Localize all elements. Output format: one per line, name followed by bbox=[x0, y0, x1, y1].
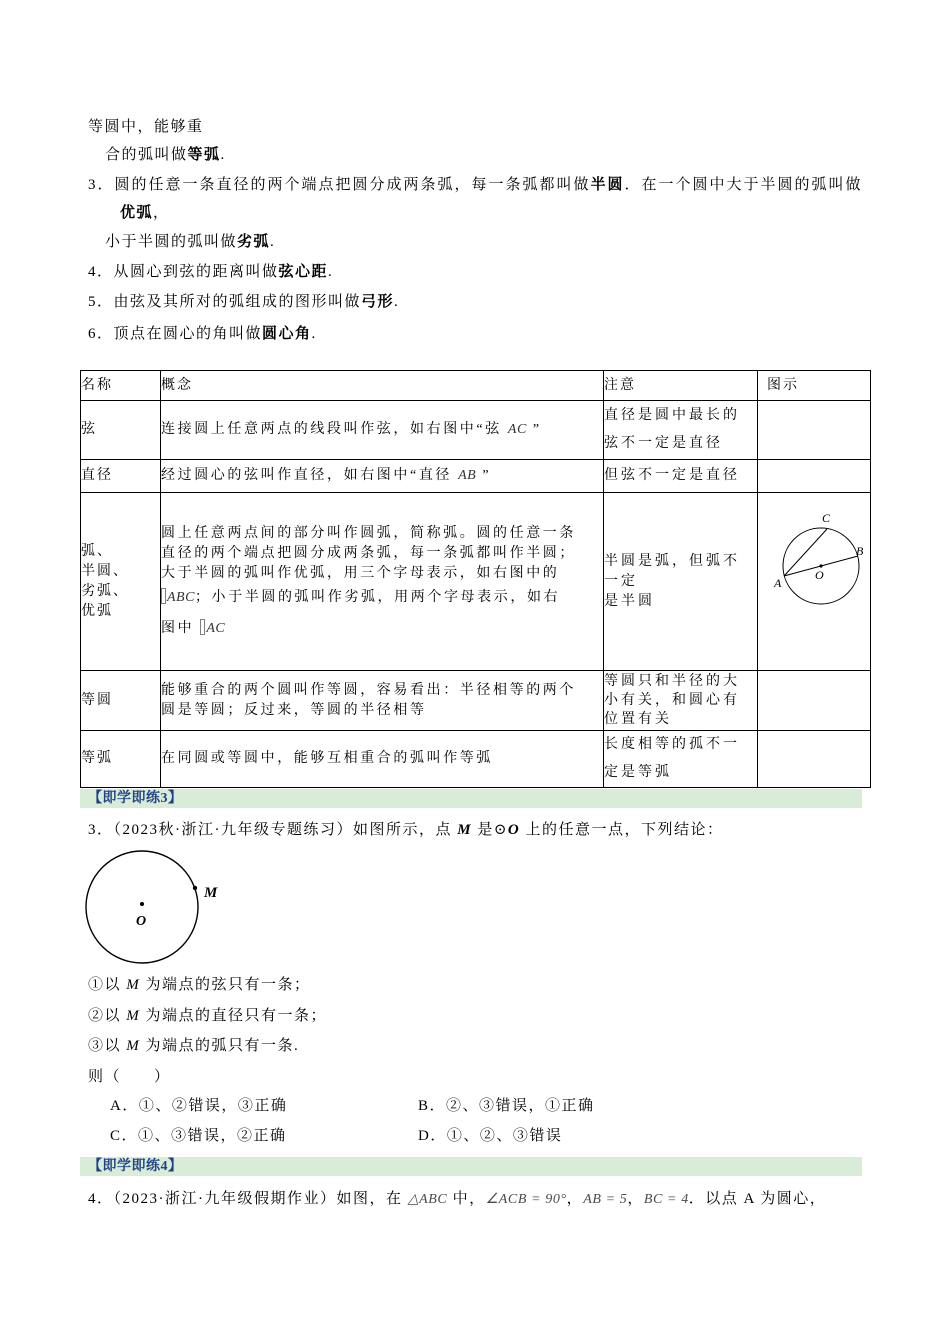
variable-m: M bbox=[126, 1008, 141, 1024]
statement-text: ②以 bbox=[88, 1008, 127, 1024]
math-bc: BC = 4 bbox=[643, 1192, 689, 1207]
header-cell-note bbox=[604, 371, 758, 401]
definition-text: 6．顶点在圆心的角叫做 bbox=[88, 326, 263, 342]
statement-text: 为端点的直径只有一条； bbox=[140, 1008, 328, 1024]
term-name: 弦 bbox=[81, 422, 97, 437]
cell-name bbox=[81, 460, 161, 493]
question-text: ， bbox=[566, 1191, 584, 1207]
question-text: ．以点 A 为圆心， bbox=[688, 1191, 827, 1207]
math-triangle: △ABC bbox=[407, 1192, 448, 1207]
header-label: 概念 bbox=[161, 377, 193, 393]
term-bold: 弦心距 bbox=[278, 264, 329, 280]
point-label-o: O bbox=[815, 567, 824, 582]
table-row-arc bbox=[81, 493, 871, 671]
center-point-dot bbox=[140, 902, 144, 906]
note-line: 是半圆 bbox=[604, 593, 655, 609]
concept-line: 圆是等圆；反过来，等圆的半径相等 bbox=[161, 702, 427, 718]
point-m-dot bbox=[193, 886, 197, 890]
note-line: 但弦不一定是直径 bbox=[604, 468, 740, 483]
question-4-stem bbox=[88, 1189, 826, 1210]
note-line: 弦不一定是直径 bbox=[604, 436, 723, 451]
point-label-c: C bbox=[822, 510, 831, 525]
term-bold: 等弧 bbox=[187, 147, 221, 163]
concept-line: 能够重合的两个圆叫作等圆，容易看出：半径相等的两个 bbox=[161, 682, 576, 698]
option-a: A．①、②错误，③正确 bbox=[110, 1098, 288, 1114]
term-bold: 弓形 bbox=[361, 294, 395, 310]
definition-text: . bbox=[311, 326, 317, 342]
option-b: B．②、③错误，①正确 bbox=[418, 1098, 595, 1114]
cell-note bbox=[604, 401, 758, 460]
cell-concept bbox=[161, 731, 604, 788]
circle-outline bbox=[86, 851, 198, 963]
term-bold: 半圆 bbox=[590, 177, 625, 193]
note-line: 位置有关 bbox=[604, 712, 672, 727]
term-name: 等圆 bbox=[81, 692, 113, 708]
math-angle: ∠ACB = 90° bbox=[485, 1192, 567, 1207]
definition-text: 合的弧叫做 bbox=[105, 147, 188, 163]
definition-item-3-line-2 bbox=[120, 203, 170, 223]
term-name: 弧、 bbox=[81, 543, 113, 559]
term-bold: 劣弧 bbox=[237, 234, 271, 250]
note-line: 定是等弧 bbox=[604, 765, 672, 780]
cell-concept bbox=[161, 401, 604, 460]
note-line: 等圆只和半径的大 bbox=[604, 674, 740, 689]
cell-note bbox=[604, 671, 758, 731]
definition-text: 4．从圆心到弦的距离叫做 bbox=[88, 264, 279, 280]
concept-line bbox=[161, 612, 603, 646]
table-row-equal-circles bbox=[81, 671, 871, 731]
definition-text: 5．由弦及其所对的弧组成的图形叫做 bbox=[88, 294, 362, 310]
note-line: 半圆是弧，但弧不 bbox=[604, 553, 740, 569]
statement-text: ③以 bbox=[88, 1038, 127, 1054]
concept-line bbox=[161, 584, 603, 612]
definition-text: 小于半圆的弧叫做 bbox=[105, 234, 238, 250]
point-label-o: O bbox=[136, 914, 147, 929]
definition-item-5 bbox=[88, 292, 399, 312]
option-c: C．①、③错误，②正确 bbox=[110, 1128, 287, 1144]
note-line: 小有关，和圆心有 bbox=[604, 693, 740, 708]
arc-symbol-icon bbox=[161, 588, 166, 604]
header-label: 图示 bbox=[767, 377, 799, 393]
cell-figure bbox=[758, 671, 871, 731]
definition-text: 3．圆的任意一条直径的两个端点把圆分成两条弧，每一条弧都叫做 bbox=[88, 177, 591, 193]
question-text: 中， bbox=[447, 1191, 486, 1207]
cell-note bbox=[604, 460, 758, 493]
cell-name bbox=[81, 401, 161, 460]
definition-text: . bbox=[270, 234, 276, 250]
statement-3 bbox=[88, 1036, 299, 1056]
cell-name bbox=[81, 493, 161, 671]
cell-figure bbox=[758, 731, 871, 788]
concept-math: AB bbox=[458, 468, 477, 483]
circle-abc-figure bbox=[758, 494, 871, 670]
header-cell-concept bbox=[161, 371, 604, 401]
variable-m: M bbox=[126, 1038, 141, 1054]
concept-line bbox=[161, 420, 603, 440]
concept-line: 圆上任意两点间的部分叫作圆弧，简称弧。圆的任意一条 bbox=[161, 525, 576, 541]
note-line: 一定 bbox=[604, 573, 638, 589]
term-bold: 圆心角 bbox=[262, 326, 312, 342]
concept-text: 图中 bbox=[161, 620, 201, 636]
statement-2 bbox=[88, 1006, 327, 1026]
term-name: 直径 bbox=[81, 468, 113, 483]
concept-text: 连接圆上任意两点的线段叫作弦，如右图中“弦 bbox=[161, 422, 508, 437]
definition-item-4 bbox=[88, 262, 333, 282]
definition-text: . bbox=[394, 294, 400, 310]
definition-item-3-line-3 bbox=[105, 232, 275, 252]
statement-text: 为端点的弦只有一条； bbox=[140, 977, 311, 993]
note-line: 长度相等的孤不一 bbox=[604, 737, 740, 752]
concept-math: ABC bbox=[167, 589, 195, 605]
cell-note bbox=[604, 493, 758, 671]
table-body bbox=[81, 371, 871, 788]
header-label: 名称 bbox=[81, 377, 113, 393]
concept-text: ；小于半圆的弧叫作劣弧，用两个字母表示，如右 bbox=[194, 589, 561, 605]
definition-item-3-line-1 bbox=[88, 175, 863, 195]
variable-m: M bbox=[457, 822, 473, 838]
cell-concept bbox=[161, 671, 604, 731]
table-row-chord bbox=[81, 401, 871, 460]
definitions-table bbox=[80, 370, 871, 788]
term-name: 等弧 bbox=[81, 751, 113, 766]
arc-symbol-icon bbox=[200, 619, 205, 635]
math-ab: AB = 5 bbox=[583, 1192, 628, 1207]
question-text: 是⊙ bbox=[472, 822, 508, 838]
exercise-banner-4 bbox=[80, 1157, 862, 1176]
variable-o: O bbox=[507, 822, 521, 838]
concept-line: 大于半圆的弧叫作优弧，用三个字母表示，如右图中的 bbox=[161, 565, 560, 581]
cell-concept bbox=[161, 460, 604, 493]
definition-text: 等圆中，能够重 bbox=[88, 119, 204, 135]
statement-1 bbox=[88, 975, 311, 995]
concept-text: 经过圆心的弦叫作直径，如右图中“直径 bbox=[161, 468, 459, 483]
concept-math: AC bbox=[507, 422, 527, 437]
statement-text: ①以 bbox=[88, 977, 127, 993]
concept-text: ” bbox=[526, 422, 542, 437]
banner-label: 【即学即练3】 bbox=[88, 791, 183, 806]
exercise-banner-3 bbox=[80, 789, 862, 808]
table-header-row bbox=[81, 371, 871, 401]
cell-name bbox=[81, 671, 161, 731]
term-bold: 优弧 bbox=[120, 205, 154, 221]
point-label-b: B bbox=[856, 543, 864, 558]
concept-line: 直径的两个端点把圆分成两条弧，每一条弧都叫作半圆； bbox=[161, 545, 576, 561]
point-label-m: M bbox=[204, 885, 218, 901]
concept-math: AC bbox=[206, 620, 226, 636]
question-text: 4．（2023·浙江·九年级假期作业）如图，在 bbox=[88, 1191, 408, 1207]
cell-figure bbox=[758, 493, 871, 671]
question-text: ， bbox=[627, 1191, 644, 1207]
concept-text: ” bbox=[476, 468, 492, 483]
table-row-equal-arcs bbox=[81, 731, 871, 788]
header-cell-name bbox=[81, 371, 161, 401]
statement-text: 为端点的弧只有一条. bbox=[140, 1038, 300, 1054]
header-cell-figure bbox=[758, 371, 871, 401]
circle-m-figure bbox=[80, 845, 250, 970]
definition-continuation-line-1 bbox=[88, 117, 204, 137]
definition-text: ， bbox=[153, 205, 170, 221]
definition-text: ．在一个圆中大于半圆的弧叫做 bbox=[624, 177, 863, 193]
question-3-stem bbox=[88, 820, 724, 840]
question-text: 3．（2023秋·浙江·九年级专题练习）如图所示，点 bbox=[88, 822, 458, 838]
term-name: 半圆、 bbox=[81, 563, 129, 579]
banner-label: 【即学即练4】 bbox=[88, 1159, 183, 1174]
cell-name bbox=[81, 731, 161, 788]
term-name: 劣弧、 bbox=[81, 583, 129, 599]
cell-concept bbox=[161, 493, 604, 671]
cell-note bbox=[604, 731, 758, 788]
concept-line bbox=[161, 466, 603, 486]
definition-text: . bbox=[220, 147, 226, 163]
table-row-diameter bbox=[81, 460, 871, 493]
definition-continuation-line-2 bbox=[105, 145, 226, 165]
term-name: 优弧 bbox=[81, 603, 113, 619]
option-d: D．①、②、③错误 bbox=[418, 1128, 563, 1144]
cell-figure bbox=[758, 460, 871, 493]
header-label: 注意 bbox=[604, 377, 636, 393]
definition-item-6 bbox=[88, 324, 317, 344]
answer-prompt: 则（ ） bbox=[88, 1069, 171, 1085]
question-text: 上的任意一点，下列结论： bbox=[520, 822, 724, 838]
definition-text: . bbox=[328, 264, 334, 280]
note-line: 直径是圆中最长的 bbox=[604, 408, 740, 423]
variable-m: M bbox=[126, 977, 141, 993]
cell-figure bbox=[758, 401, 871, 460]
point-label-a: A bbox=[774, 575, 782, 590]
concept-line: 在同圆或等圆中，能够互相重合的弧叫作等弧 bbox=[161, 751, 493, 766]
